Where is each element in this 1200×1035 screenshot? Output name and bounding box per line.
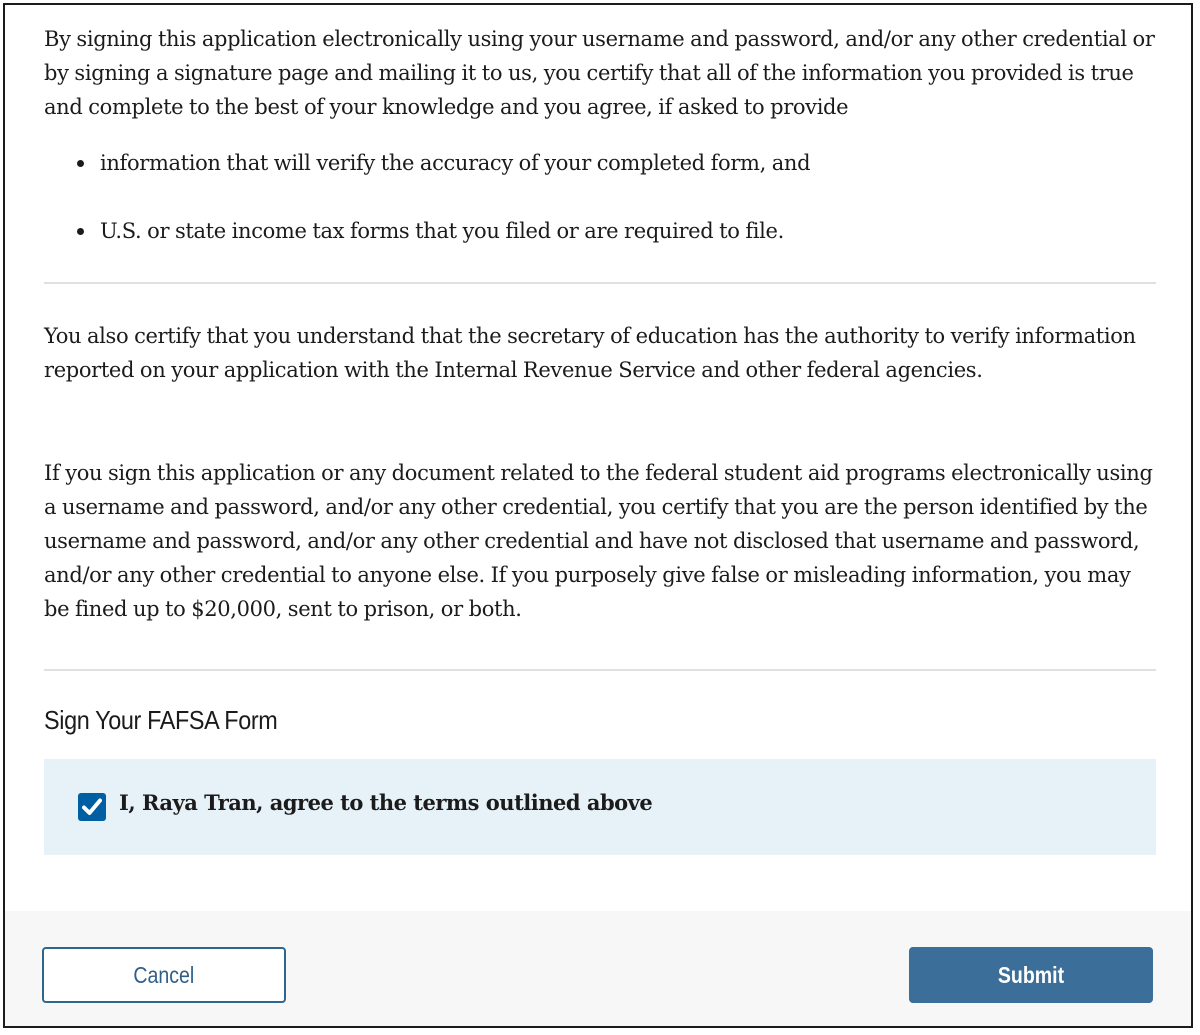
- certification-paragraph-1: By signing this application electronically using your username and password, and/or any other credential or by signing a signature page and mailing it to us, you certify that all of the information you provided is true and complete to the best of your knowledge and you agree, if asked to provide: [44, 27, 1155, 119]
- certification-paragraph-2: You also certify that you understand that the secretary of education has the authority to verify information reported on your application with the Internal Revenue Service and other federal agencies.: [44, 324, 1136, 382]
- list-item: [44, 214, 1144, 282]
- agree-checkbox[interactable]: [78, 793, 106, 821]
- submit-button[interactable]: [909, 947, 1153, 1003]
- bullet-icon: [77, 228, 84, 235]
- certification-paragraph-3: If you sign this application or any document related to the federal student aid programs electronically using a username and password, and/or any other credential, you certify that you are the person identified by the username and password, and/or any other credential and have not disclosed that username and password, and/or any other credential to anyone else. If you purposely give false or misleading information, you may be fined up to $20,000, sent to prison, or both.: [44, 461, 1153, 621]
- checkmark-icon: [82, 798, 102, 816]
- certification-bullet-list: [44, 146, 1144, 282]
- section-divider: [44, 669, 1156, 671]
- list-item: [44, 146, 1144, 214]
- bullet-text: information that will verify the accuracy of your completed form, and: [100, 151, 811, 175]
- cancel-button[interactable]: [42, 947, 286, 1003]
- bullet-icon: [77, 160, 84, 167]
- agree-checkbox-container: [44, 759, 1156, 855]
- cancel-button-label: Cancel: [133, 961, 195, 988]
- agree-checkbox-label[interactable]: I, Raya Tran, agree to the terms outlined above: [119, 790, 653, 815]
- certification-dialog: [3, 3, 1193, 1028]
- sign-section-title: Sign Your FAFSA Form: [44, 705, 278, 735]
- dialog-footer: [5, 911, 1191, 1028]
- submit-button-label: Submit: [997, 961, 1065, 988]
- section-divider: [44, 282, 1156, 284]
- bullet-text: U.S. or state income tax forms that you filed or are required to file.: [100, 219, 784, 243]
